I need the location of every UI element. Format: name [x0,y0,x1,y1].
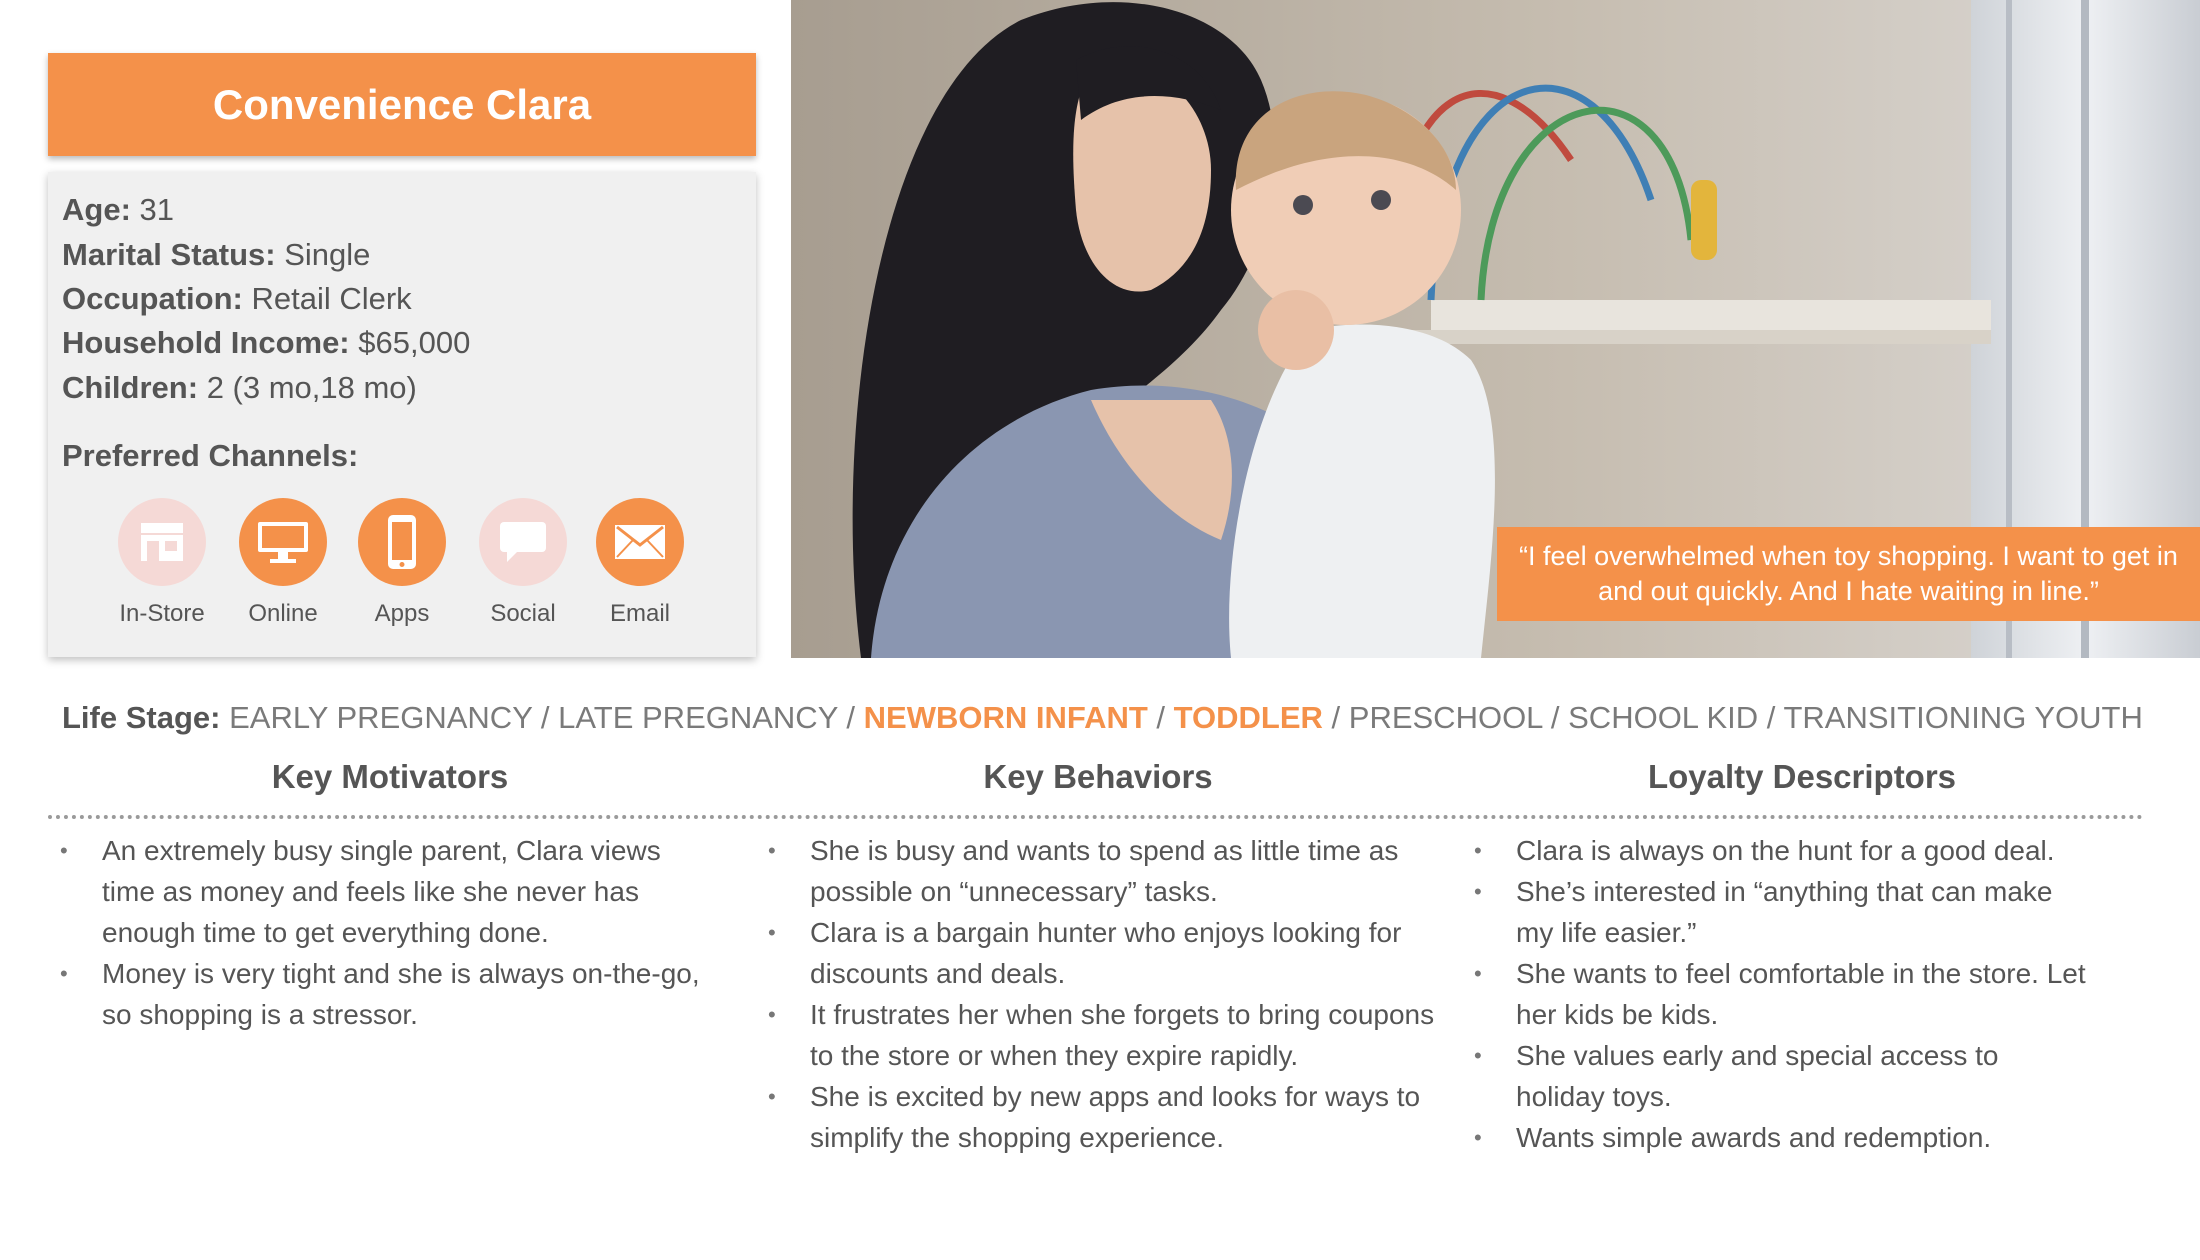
channel-online [223,498,343,628]
life-stage-newborn-infant: NEWBORN INFANT [863,700,1148,735]
loyalty-descriptors-list [1474,830,2094,1158]
speech-bubble-icon [479,498,567,586]
list-item: • Clara is always on the hunt for a good deal. [1474,830,2094,871]
marital-status-label: Marital Status: [62,237,276,272]
life-stage-separator: / [1322,700,1349,735]
channel-social [463,498,583,628]
list-item: • She is excited by new apps and looks for ways to simplify the shopping experience. [768,1076,1438,1158]
channel-label: Online [248,600,318,627]
list-item: • Wants simple awards and redemption. [1474,1117,2094,1158]
occupation-value: Retail Clerk [251,281,412,316]
loyalty-descriptors-heading: Loyalty Descriptors [1647,758,1957,795]
marital-status-value: Single [284,237,371,272]
channel-label: Email [609,600,670,627]
occupation-label: Occupation: [62,281,243,316]
list-item: • She’s interested in “anything that can make my life easier.” [1474,871,2094,953]
household-income-value: $65,000 [358,325,471,360]
channel-label: In-Store [119,600,205,627]
age-value: 31 [139,192,174,227]
life-stage-separator: / [1758,700,1784,735]
life-stage-separator: / [837,700,864,735]
life-stage-preschool: PRESCHOOL [1348,700,1543,735]
age-row [62,192,174,228]
life-stage-late-pregnancy: LATE PREGNANCY [558,700,838,735]
preferred-channels-title: Preferred Channels: [62,438,359,473]
channel-label: Apps [374,600,430,627]
life-stage-school-kid: SCHOOL KID [1568,700,1759,735]
life-stage-separator: / [532,700,559,735]
list-item: • Money is very tight and she is always on-the-go, so shopping is a stressor. [60,953,720,1035]
persona-title: Convenience Clara [48,53,756,156]
marital-status-row [62,237,370,273]
list-item: • Clara is a bargain hunter who enjoys looking for discounts and deals. [768,912,1438,994]
monitor-icon [239,498,327,586]
envelope-icon [596,498,684,586]
key-behaviors-heading: Key Behaviors [983,758,1213,795]
household-income-row [62,325,470,361]
key-motivators-heading: Key Motivators [271,758,509,795]
list-item: • She wants to feel comfortable in the store. Let her kids be kids. [1474,953,2094,1035]
children-value: 2 (3 mo,18 mo) [206,370,417,405]
life-stage-early-pregnancy: EARLY PREGNANCY [229,700,533,735]
channel-email [580,498,700,628]
age-label: Age: [62,192,131,227]
key-motivators-list [60,830,720,1035]
list-item: • She is busy and wants to spend as little time as possible on “unnecessary” tasks. [768,830,1438,912]
life-stage-separator: / [1542,700,1569,735]
life-stage-separator: / [1147,700,1174,735]
list-item: • An extremely busy single parent, Clara views time as money and feels like she never has enough time to get everything done. [60,830,720,953]
life-stage-transitioning-youth: TRANSITIONING YOUTH [1783,700,2143,735]
children-label: Children: [62,370,199,405]
occupation-row [62,281,412,317]
list-item: • She values early and special access to holiday toys. [1474,1035,2094,1117]
channel-apps [342,498,462,628]
channel-label: Social [490,600,556,627]
channel-in-store [102,498,222,628]
key-behaviors-list [768,830,1438,1158]
life-stage-label: Life Stage: [62,700,221,735]
life-stage [62,700,2143,736]
life-stage-toddler: TODDLER [1173,700,1323,735]
list-item: • It frustrates her when she forgets to bring coupons to the store or when they expire rapidly. [768,994,1438,1076]
store-icon [118,498,206,586]
household-income-label: Household Income: [62,325,350,360]
persona-quote: “I feel overwhelmed when toy shopping. I want to get in and out quickly. And I hate waiting in line.” [1497,527,2200,621]
section-divider [48,815,2144,819]
phone-icon [358,498,446,586]
persona-info-card [48,172,756,657]
children-row [62,370,417,406]
